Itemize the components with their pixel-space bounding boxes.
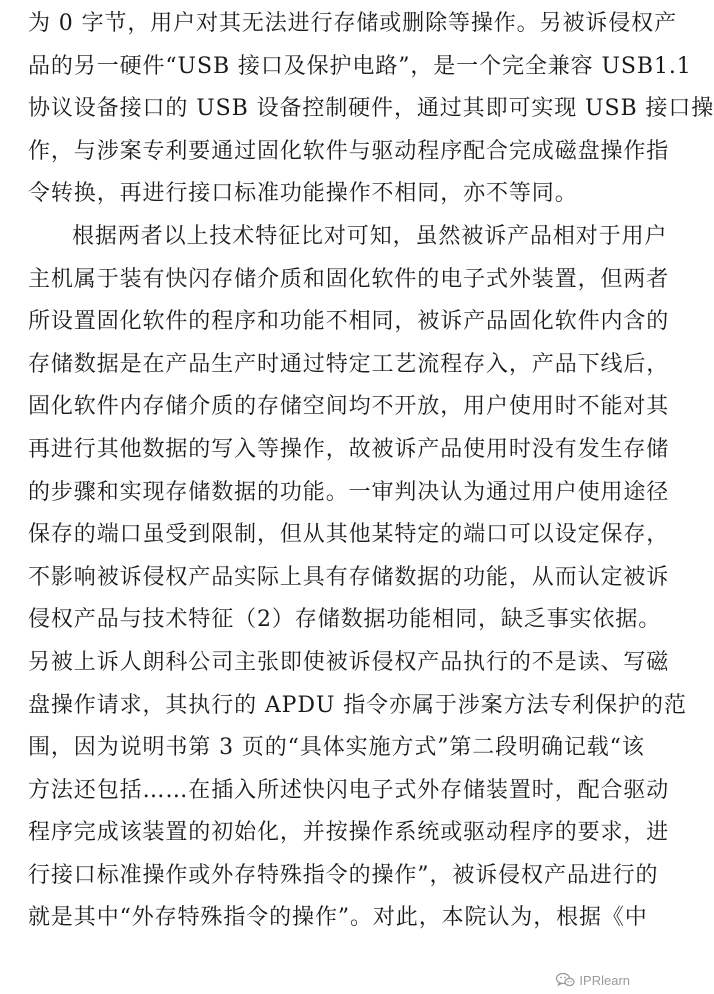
watermark [555,972,630,988]
text-line-20: 程序完成该装置的初始化，并按操作系统或驱动程序的要求，进 [28,820,670,846]
text-line-17: 盘操作请求，其执行的 APDU 指令亦属于涉案方法专利保护的范 [28,692,687,718]
text-line-11: 再进行其他数据的写入等操作，故被诉产品使用时没有发生存储 [28,436,670,462]
text-line-2: 品的另一硬件“USB 接口及保护电路”，是一个完全兼容 USB1.1 [28,53,692,79]
text-line-3: 协议设备接口的 USB 设备控制硬件，通过其即可实现 USB 接口操 [28,96,714,122]
text-line-22: 就是其中“外存特殊指令的操作”。对此，本院认为，根据《中 [28,905,648,931]
text-line-16: 另被上诉人朗科公司主张即使被诉侵权产品执行的不是读、写磁 [28,649,670,675]
text-line-21: 行接口标准操作或外存特殊指令的操作”，被诉侵权产品进行的 [28,862,659,888]
text-line-13: 保存的端口虽受到限制，但从其他某特定的端口可以设定保存， [28,522,670,548]
text-line-1: 为 0 字节，用户对其无法进行存储或删除等操作。另被诉侵权产 [28,11,677,36]
text-line-6: 根据两者以上技术特征比对可知，虽然被诉产品相对于用户 [72,223,668,249]
text-line-15: 侵权产品与技术特征（2）存储数据功能相同，缺乏事实依据。 [28,607,662,633]
wechat-icon [555,972,575,988]
text-line-8: 所设置固化软件的程序和功能不相同，被诉产品固化软件内含的 [28,309,670,335]
text-line-7: 主机属于装有快闪存储介质和固化软件的电子式外装置，但两者 [28,266,670,292]
document-body [28,0,714,940]
text-line-5: 令转换，再进行接口标准功能操作不相同，亦不等同。 [28,181,578,207]
text-line-10: 固化软件内存储介质的存储空间均不开放，用户使用时不能对其 [28,394,670,420]
watermark-text: IPRlearn [579,972,630,988]
text-line-19: 方法还包括……在插入所述快闪电子式外存储装置时，配合驱动 [28,777,670,803]
text-line-14: 不影响被诉侵权产品实际上具有存储数据的功能，从而认定被诉 [28,564,670,590]
text-line-4: 作，与涉案专利要通过固化软件与驱动程序配合完成磁盘操作指 [28,138,670,164]
text-line-12: 的步骤和实现存储数据的功能。一审判决认为通过用户使用途径 [28,479,670,505]
text-line-18: 围，因为说明书第 3 页的“具体实施方式”第二段明确记载“该 [28,735,645,761]
text-line-9: 存储数据是在产品生产时通过特定工艺流程存入，产品下线后， [28,351,670,377]
